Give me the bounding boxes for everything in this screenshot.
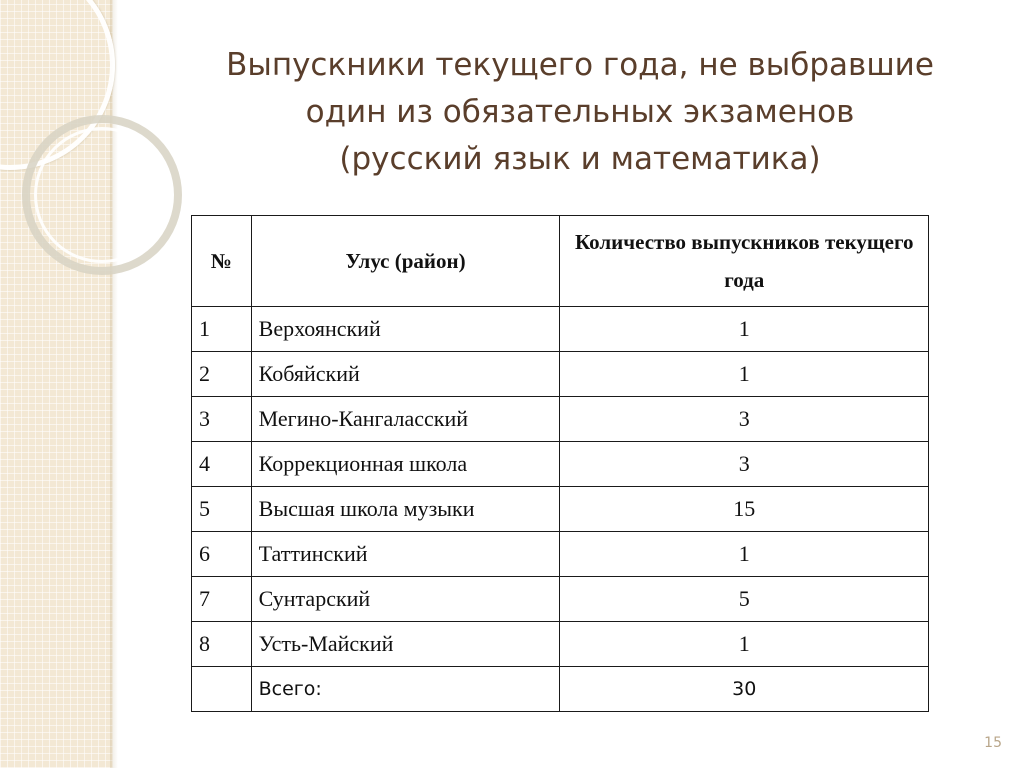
row-district: Мегино-Кангаласский	[251, 397, 560, 442]
slide-title	[150, 42, 1010, 183]
title-line-3: (русский язык и математика)	[339, 141, 821, 177]
table-total-row	[192, 667, 929, 712]
table-row	[192, 487, 929, 532]
row-num: 8	[192, 622, 252, 667]
row-district: Кобяйский	[251, 352, 560, 397]
page-number: 15	[984, 735, 1002, 751]
table-row	[192, 352, 929, 397]
row-count: 3	[560, 397, 929, 442]
header-count: Количество выпускников текущего года	[560, 216, 929, 307]
row-district: Усть-Майский	[251, 622, 560, 667]
table-row	[192, 577, 929, 622]
table-row	[192, 622, 929, 667]
row-district: Сунтарский	[251, 577, 560, 622]
row-num: 1	[192, 307, 252, 352]
total-label: Всего:	[251, 667, 560, 712]
row-count: 1	[560, 532, 929, 577]
row-count: 1	[560, 307, 929, 352]
row-district: Таттинский	[251, 532, 560, 577]
row-district: Верхоянский	[251, 307, 560, 352]
row-count: 1	[560, 622, 929, 667]
title-line-2: один из обязательных экзаменов	[305, 94, 855, 130]
header-district: Улус (район)	[251, 216, 560, 307]
header-num: №	[192, 216, 252, 307]
table-header-row	[192, 216, 929, 307]
table-row	[192, 397, 929, 442]
row-count: 3	[560, 442, 929, 487]
row-count: 5	[560, 577, 929, 622]
table-row	[192, 532, 929, 577]
title-line-1: Выпускники текущего года, не выбравшие	[226, 47, 934, 83]
total-num-empty	[192, 667, 252, 712]
row-num: 4	[192, 442, 252, 487]
row-district: Коррекционная школа	[251, 442, 560, 487]
table-row	[192, 307, 929, 352]
table-row	[192, 442, 929, 487]
row-count: 1	[560, 352, 929, 397]
row-num: 2	[192, 352, 252, 397]
row-count: 15	[560, 487, 929, 532]
graduates-table	[191, 215, 929, 712]
row-num: 5	[192, 487, 252, 532]
row-num: 3	[192, 397, 252, 442]
row-num: 6	[192, 532, 252, 577]
row-num: 7	[192, 577, 252, 622]
total-value: 30	[560, 667, 929, 712]
row-district: Высшая школа музыки	[251, 487, 560, 532]
